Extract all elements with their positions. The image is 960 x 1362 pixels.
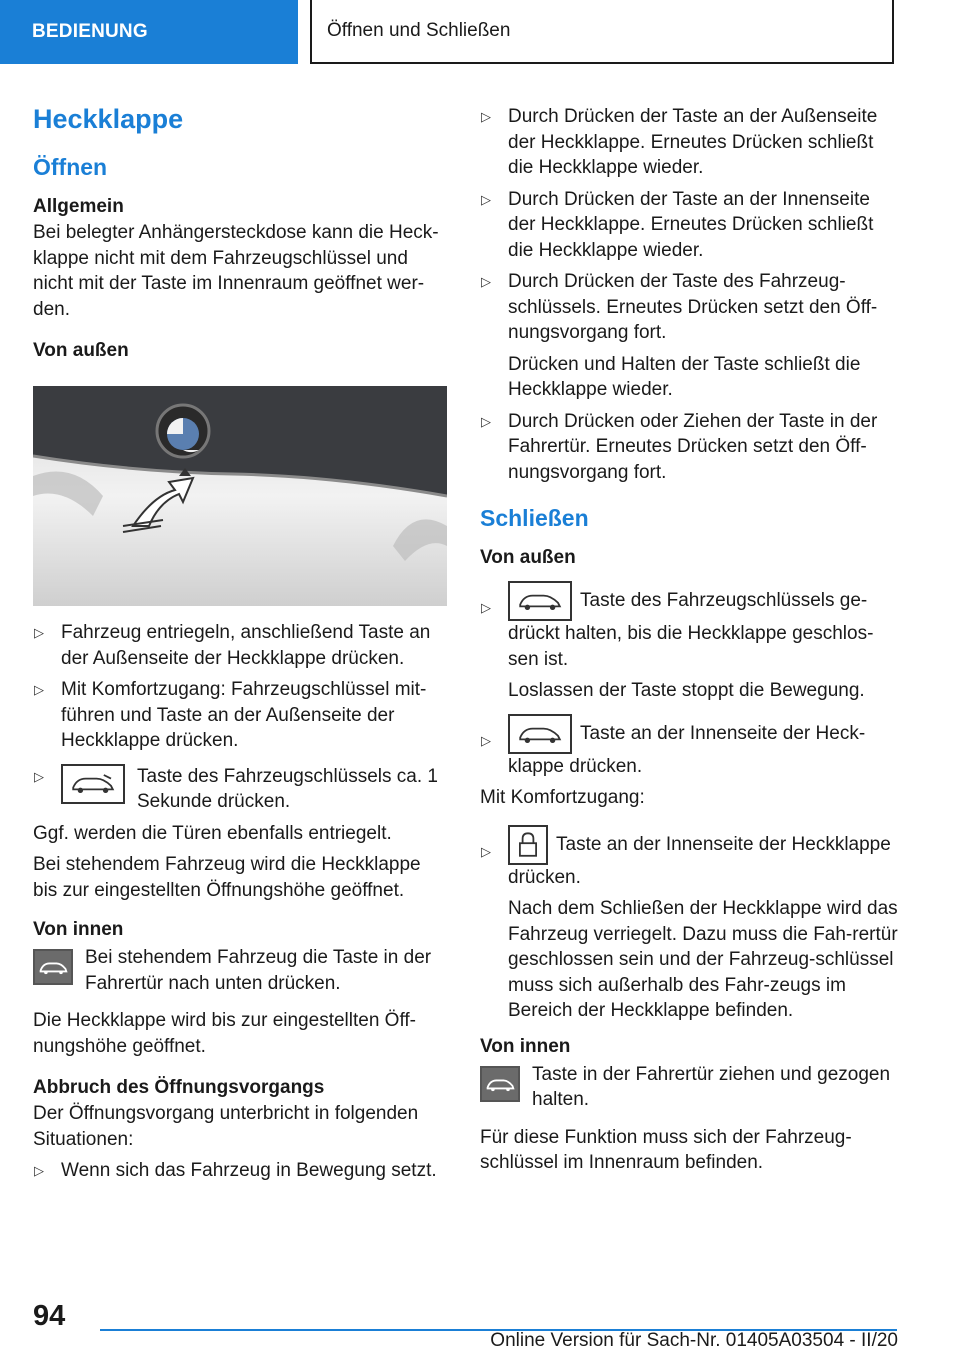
- heading-heckklappe: Heckklappe: [33, 104, 184, 134]
- comfort-label: Mit Komfortzugang:: [480, 787, 645, 808]
- note-opening-height: Bei stehendem Fahrzeug wird die Heckklappe bis zur eingestellten Öffnungshöhe geöffnet.: [33, 854, 421, 901]
- triangle-bullet-icon: ▷: [34, 1163, 44, 1178]
- list-item: ▷ Durch Drücken der Taste an der Außenseite der Heckklappe. Erneutes Drücken schließt die Heckklappe wieder.: [481, 106, 878, 178]
- triangle-bullet-icon: ▷: [34, 768, 44, 784]
- triangle-bullet-icon: ▷: [481, 600, 491, 615]
- section-tab: BEDIENUNG: [0, 0, 298, 64]
- tailgate-photo: [33, 386, 447, 606]
- subheading-von-innen: Von innen: [33, 919, 124, 940]
- subheading-allgemein: Allgemein: [33, 196, 124, 217]
- release-note: Loslassen der Taste stoppt die Bewegung.: [508, 680, 865, 701]
- lock-icon: [508, 825, 548, 865]
- triangle-bullet-icon: ▷: [481, 191, 491, 207]
- subheading-von-aussen: Von außen: [33, 340, 129, 361]
- hold-note: Drücken und Halten der Taste schließt die Heckklappe wieder.: [508, 353, 861, 400]
- triangle-bullet-icon: ▷: [481, 109, 491, 124]
- car-key-tailgate-icon: [508, 581, 572, 621]
- page-number: 94: [33, 1300, 66, 1332]
- bullet-list-abort: [33, 1158, 447, 1184]
- triangle-bullet-icon: ▷: [481, 274, 491, 289]
- list-item: ▷ Durch Drücken der Taste des Fahrzeug‐schlüssels. Erneutes Drücken setzt den Öff‐nungsvorgang fort. Drücken und Halten der Taste schließt die Heckklappe wieder.: [480, 269, 900, 403]
- list-item: ▷ Taste an der Innenseite der Heck‐klappe drücken.: [480, 714, 900, 780]
- left-column: [33, 96, 447, 1190]
- triangle-bullet-icon: ▷: [34, 625, 44, 640]
- car-key-tailgate-icon: [61, 764, 125, 804]
- abort-text: Der Öffnungsvorgang unterbricht in folgenden Situationen:: [33, 1103, 419, 1150]
- triangle-bullet-icon: ▷: [34, 682, 44, 697]
- triangle-bullet-icon: ▷: [481, 413, 491, 429]
- triangle-bullet-icon: ▷: [481, 732, 491, 748]
- heading-oeffnen: Öffnen: [33, 154, 108, 180]
- subheading-von-aussen-close: Von außen: [480, 547, 576, 568]
- right-column: [480, 104, 900, 1176]
- tailgate-inner-button-icon: [508, 714, 572, 754]
- triangle-bullet-icon: ▷: [481, 843, 491, 859]
- list-item: ▷ Durch Drücken der Taste an der Innenseite der Heckklappe. Erneutes Drücken schließt die Heckklappe wieder.: [481, 188, 874, 261]
- chapter-title: Öffnen und Schließen: [310, 0, 894, 64]
- inside-close-text: Taste in der Fahrertür ziehen und gezogen halten.: [532, 1063, 891, 1110]
- subheading-von-innen-close: Von innen: [480, 1035, 571, 1057]
- interior-tailgate-button-icon: [480, 1066, 520, 1102]
- bullet-list-outside: [33, 620, 447, 815]
- subheading-abbruch: Abbruch des Öffnungsvorgangs: [33, 1077, 325, 1098]
- list-item: ▷ Fahrzeug entriegeln, anschließend Taste an der Außenseite der Heckklappe drücken.: [34, 622, 431, 669]
- bullet-list-comfort: [480, 825, 900, 1024]
- list-item: ▷ Taste des Fahrzeugschlüssels ca. 1 Sekunde drücken.: [34, 765, 438, 812]
- interior-tailgate-button-icon: [33, 949, 73, 985]
- footer-version: Online Version für Sach-Nr. 01405A03504 - II/20: [490, 1330, 898, 1351]
- note-doors: Ggf. werden die Türen ebenfalls entriegelt.: [33, 822, 392, 844]
- inside-text: Bei stehendem Fahrzeug die Taste in der Fahrertür nach unten drücken.: [85, 947, 432, 994]
- inside-note: Die Heckklappe wird bis zur eingestellten Öff‐nungshöhe geöffnet.: [33, 1010, 416, 1057]
- bullet-list-abort-continued: [480, 104, 900, 485]
- general-text: Bei belegter Anhängersteckdose kann die Heck‐klappe nicht mit dem Fahrzeugschlüssel und nicht mit der Taste im Innenraum geöffnet wer‐den.: [33, 222, 439, 320]
- inside-close-note: Für diese Funktion muss sich der Fahrzeug‐schlüssel im Innenraum befinden.: [480, 1126, 852, 1173]
- list-item: ▷ Mit Komfortzugang: Fahrzeugschlüssel mit‐führen und Taste an der Außenseite der Heckklappe drücken.: [34, 679, 427, 751]
- list-item: ▷ Taste an der Innenseite der Heckklappe drücken. Nach dem Schließen der Heckklappe wird das Fahrzeug verriegelt. Dazu muss die Fah‐rertür geschlossen sein und der Fahrzeug‐schlüssel muss sich außerhalb des Fahr‐zeugs im Bereich der Heckklappe befinden.: [480, 825, 900, 1024]
- list-item: ▷ Wenn sich das Fahrzeug in Bewegung setzt.: [33, 1158, 447, 1184]
- lock-note: Nach dem Schließen der Heckklappe wird das Fahrzeug verriegelt. Dazu muss die Fah‐rertür geschlossen sein und der Fahrzeug‐schlüssel muss sich außerhalb des Fahr‐zeugs im Bereich der Heckklappe befinden.: [508, 898, 898, 1021]
- list-item: ▷ Taste des Fahrzeugschlüssels ge‐drückt halten, bis die Heckklappe geschlos‐sen ist. Loslassen der Taste stoppt die Bewegung.: [480, 581, 900, 704]
- bullet-list-close: [480, 581, 900, 779]
- heading-schliessen: Schließen: [480, 505, 589, 531]
- list-item: ▷ Durch Drücken oder Ziehen der Taste in der Fahrertür. Erneutes Drücken setzt den Öff‐nungsvorgang fort.: [481, 410, 878, 483]
